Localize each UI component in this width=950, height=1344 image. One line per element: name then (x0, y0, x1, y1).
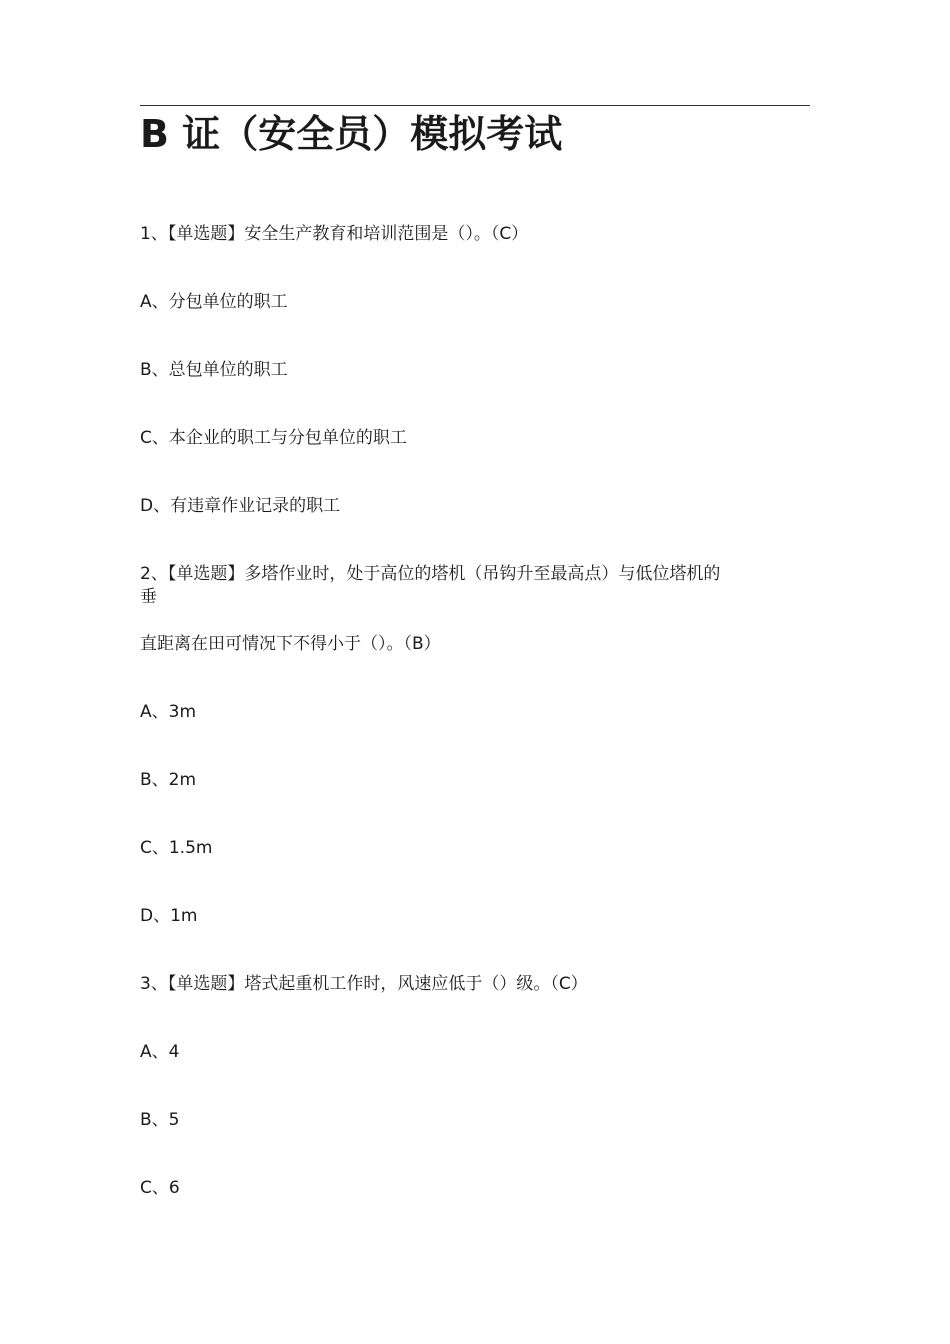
question-2-option-d: D、1m (140, 906, 198, 926)
header-rule (140, 105, 810, 106)
question-1-option-d: D、有违章作业记录的职工 (140, 496, 341, 516)
question-3-stem: 3、【单选题】塔式起重机工作时，风速应低于（）级。（C） (140, 974, 588, 994)
page-title: B 证（安全员）模拟考试 (140, 112, 563, 156)
question-3-option-b: B、5 (140, 1110, 180, 1130)
question-3-option-a: A、4 (140, 1042, 180, 1062)
question-2-option-b: B、2m (140, 770, 197, 790)
question-1-stem: 1、【单选题】安全生产教育和培训范围是（）。（C） (140, 224, 529, 244)
question-1-option-a: A、分包单位的职工 (140, 292, 288, 312)
question-2-stem-line-2: 垂 (140, 587, 157, 607)
question-1-option-b: B、总包单位的职工 (140, 360, 288, 380)
question-2-stem-line-3: 直距离在田可情况下不得小于（）。（B） (140, 634, 441, 654)
question-2-stem-line-1: 2、【单选题】多塔作业时，处于高位的塔机（吊钩升至最高点）与低位塔机的 (140, 564, 721, 584)
question-1-option-c: C、本企业的职工与分包单位的职工 (140, 428, 407, 448)
question-2-option-c: C、1.5m (140, 838, 213, 858)
question-3-option-c: C、6 (140, 1178, 180, 1198)
question-2-option-a: A、3m (140, 702, 197, 722)
